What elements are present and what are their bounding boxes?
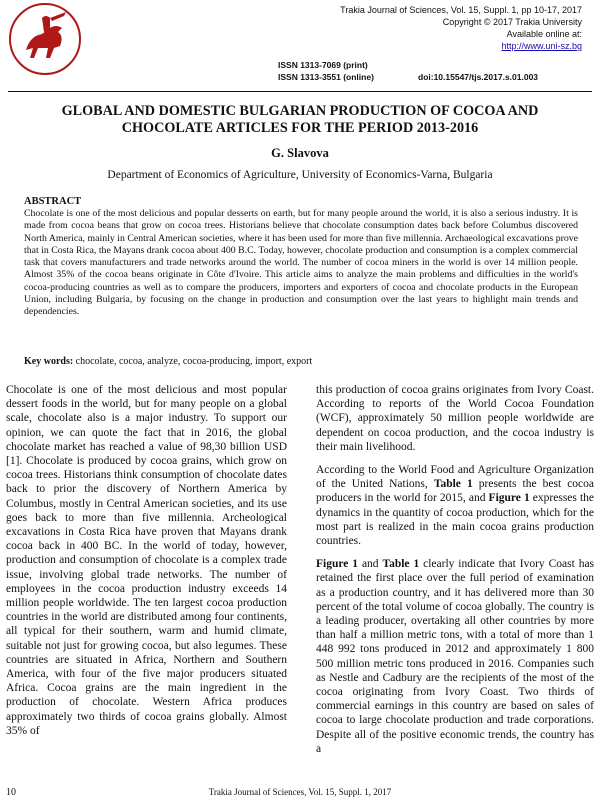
page-number: 10 [6,787,16,798]
text-run: and [358,558,383,571]
text-run: clearly indicate that Ivory Coast has retained the first place over the full period of examination as a production country, and it has delivered more than 30 percent of the total volume of cocoa globally. The country is a leading producer, overtaking all other countries by more than half a million metric tons, with a total of more than 1 448 992 tons produced in 2012 and approximately 1 800 500 million metric tons produced in 2016. Companies such as Nestle and Cadbury are the recipients of the most of the cocoa originating from Ivory Coast. Two thirds of commercial earnings in this country are based on sales of cocoa to large chocolate production and trade corporations. Despite all of the positive economic trends, the country has a [316,558,595,755]
figure-reference: Figure 1 [488,492,530,505]
journal-logo [6,2,84,76]
author-name: G. Slavova [271,146,329,160]
page-footer: Trakia Journal of Sciences, Vol. 15, Suppl. 1, 2017 [208,787,392,797]
body-paragraph: this production of cocoa grains originates from Ivory Coast. According to reports of the World Cocoa Foundation (WCF), approximately 50 million people worldwide are dependent on cocoa production, and the cocoa industry is their main livelihood. [316,384,594,453]
keywords-list: chocolate, cocoa, analyze, cocoa-producing, import, export [73,356,313,367]
text-run: expresses the dynamics in the quantity of cocoa production, which for the most part is realized in the main cocoa grains production countries. [316,492,594,548]
article-title: GLOBAL AND DOMESTIC BULGARIAN PRODUCTION OF COCOA AND CHOCOLATE ARTICLES FOR THE PERIOD 2013-2016 [61,103,539,136]
text-run: presents the best cocoa producers in the world for 2015, and [316,478,595,505]
author-affiliation: Department of Economics of Agriculture, University of Economics-Varna, Bulgaria [107,169,493,181]
keywords [24,356,312,367]
abstract-heading: ABSTRACT [24,196,82,207]
body-paragraph: Chocolate is one of the most delicious and most popular dessert foods in the world, but for many people on a global scale, chocolate also is a major industry. To support our opinion, we can quote the fact that in 2016, the global chocolate market has reached a value of 98,30 billion USD [1]. Chocolate is produced by cocoa grains, which grow on cocoa trees. Historians think consumption of chocolate dates back to prior the discovery of Northern America by Columbus, mostly in Central American societies, and its use goes back to more than five millennia. Archeological excavations in Costa Rica have proven that Mayans drank cocoa back in 400 BC. In the world of today, however, production and consumption of chocolate is a complex trade issue, involving global trade networks. The number of employees in the cocoa production industry exceeds 14 million people worldwide. The ten largest cocoa production countries in the world are distributed among four continents, all typical for their southern, warm and humid climate, suitable not just for growing cocoa, but also legumes. These countries are situated in Africa, Northern and Southern America, with four of the five major producers situated Africa. Cocoa grains are the main ingredient in the production of chocolate. Western Africa produces approximately two thirds of cocoa grains globally. Almost 35% of [6,384,287,737]
journal-header [340,4,582,52]
issn-online: ISSN 1313-3551 (online) [278,72,374,82]
table-reference: Table 1 [433,478,473,491]
doi: doi:10.15547/tjs.2017.s.01.003 [418,72,539,82]
figure-reference: Figure 1 [316,558,359,571]
body-paragraph [316,463,594,548]
journal-citation: Trakia Journal of Sciences, Vol. 15, Suppl. 1, pp 10-17, 2017 [340,5,582,15]
body-column-right [316,383,594,765]
available-online-label: Available online at: [506,29,582,39]
table-reference: Table 1 [382,558,420,571]
issn-block [278,59,588,83]
copyright-line: Copyright © 2017 Trakia University [442,17,582,27]
header-rule [8,91,592,92]
body-paragraph [316,557,594,756]
abstract-text: Chocolate is one of the most delicious and popular desserts on earth, but for many people around the world, it is also a serious industry. It is made from cocoa beans that grow on cocoa trees. Historians believe that chocolate consumption dates back before Columbus discovered North America, mainly in Central American societies, where it has been used for more than five millennia. Archaeological excavations prove that in Costa Rica, the Mayans drank cocoa about 400 B.C. Today, however, chocolate production and consumption is a complex commercial task that covers manufacturers and trade networks around the world. The number of cocoa miners in the world is over 14 million people. Almost 35% of the cocoa beans originate in Côte d'Ivoire. This article aims to analyze the main problems and difficulties in the world's cocoa-producing countries as well as to compare the producers, importers and exporters of cocoa and chocolate products in the European Union, including Bulgaria, by focusing on the change in production and consumption over the last years to highlight main trends and dependencies. [24,208,578,318]
text-run: According to the World Food and Agriculture Organization of the United Nations, [316,464,594,491]
keywords-label: Key words: [24,356,74,367]
body-column-left [6,383,287,747]
journal-url-link[interactable]: http://www.uni-sz.bg [501,41,582,51]
issn-print: ISSN 1313-7069 (print) [278,60,368,70]
